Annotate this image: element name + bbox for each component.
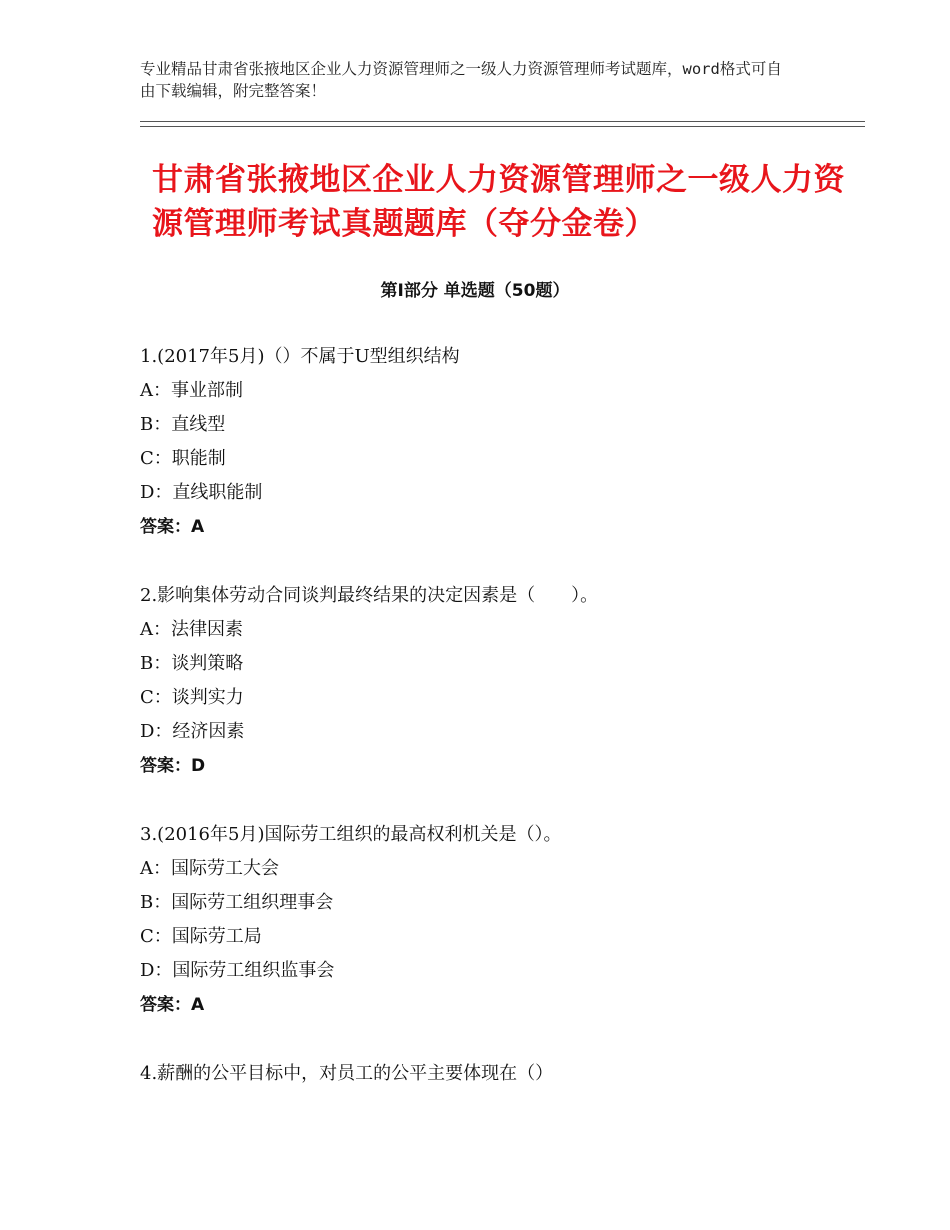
- question-stem: 3.(2016年5月)国际劳工组织的最高权利机关是（）。: [140, 824, 562, 845]
- answer: 答案：D: [140, 756, 206, 776]
- question-3: [140, 818, 860, 1022]
- option-d: D：直线职能制: [140, 482, 263, 503]
- option-c: C：谈判实力: [140, 687, 244, 708]
- option-b: B：谈判策略: [140, 653, 244, 674]
- option-c: C：职能制: [140, 448, 226, 469]
- option-c: C：国际劳工局: [140, 926, 262, 947]
- option-a: A：国际劳工大会: [140, 858, 279, 879]
- option-d: D：国际劳工组织监事会: [140, 960, 335, 981]
- document-title: 甘肃省张掖地区企业人力资源管理师之一级人力资源管理师考试真题题库（夺分金卷）: [152, 162, 845, 242]
- option-a: A：事业部制: [140, 380, 243, 401]
- question-stem: 4.薪酬的公平目标中，对员工的公平主要体现在（）: [140, 1063, 554, 1084]
- question-4: [140, 1057, 860, 1091]
- answer: 答案：A: [140, 517, 205, 537]
- option-d: D：经济因素: [140, 721, 245, 742]
- header-rule-thin: [140, 126, 865, 127]
- section-heading: 第Ⅰ部分 单选题（50题）: [380, 281, 570, 301]
- header-note: 专业精品甘肃省张掖地区企业人力资源管理师之一级人力资源管理师考试题库，word格式可自由下载编辑，附完整答案！: [140, 60, 782, 100]
- option-a: A：法律因素: [140, 619, 243, 640]
- question-stem: 2.影响集体劳动合同谈判最终结果的决定因素是（ ）。: [140, 585, 599, 606]
- question-2: [140, 579, 860, 783]
- header-rule-thick: [140, 121, 865, 122]
- question-1: [140, 340, 860, 544]
- option-b: B：直线型: [140, 414, 226, 435]
- question-stem: 1.(2017年5月)（）不属于U型组织结构: [140, 346, 460, 367]
- answer: 答案：A: [140, 995, 205, 1015]
- option-b: B：国际劳工组织理事会: [140, 892, 334, 913]
